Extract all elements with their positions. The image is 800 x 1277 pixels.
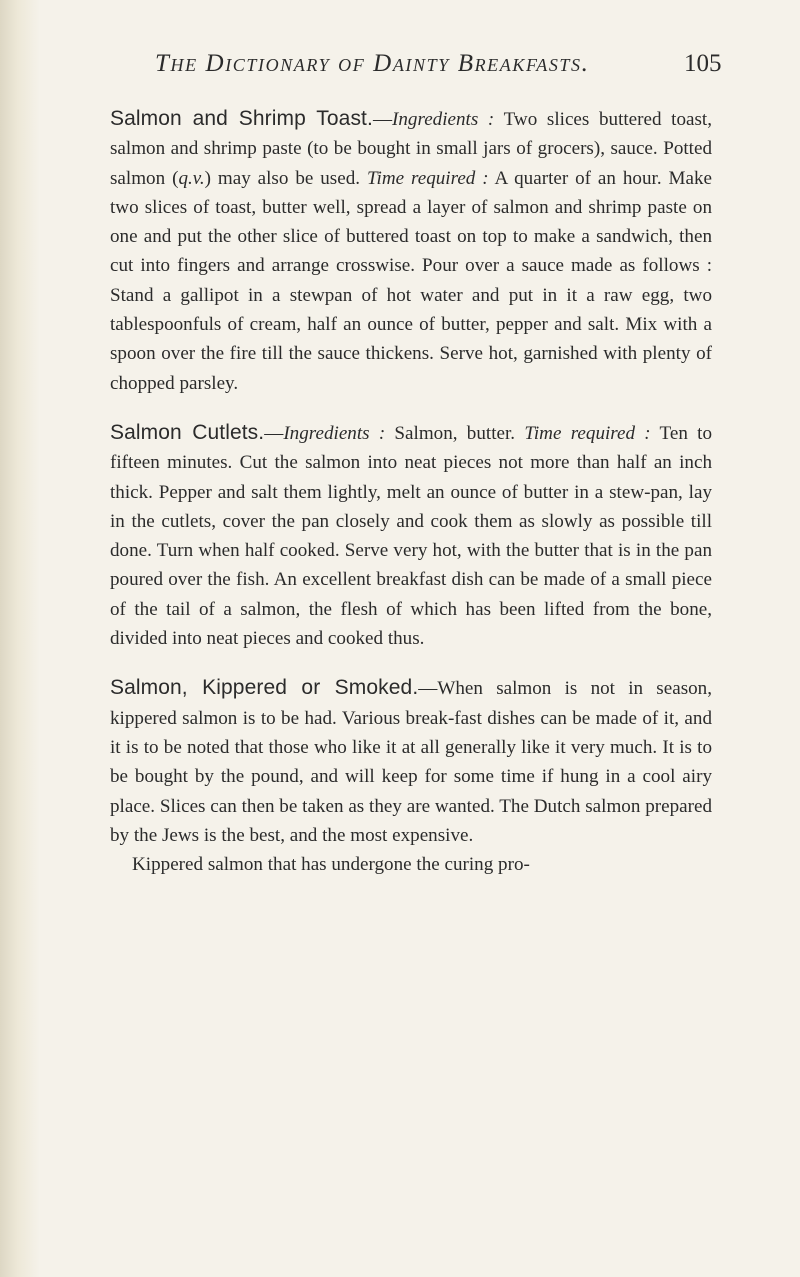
page-edge-shadow [0,0,40,1277]
entry-continuation [110,850,712,879]
ingredients-label: Ingredients : [283,422,386,444]
running-title: The Dictionary of Dainty Breakfasts. [155,50,590,77]
entry-body: When salmon is not in season, kippered salmon is to be had. Various break-fast dishes can be made of it, and it is to be noted that those who like it at all generally like it very much. It is to be bought by the pound, and will keep for some time if hung in a cool airy place. Slices can then be taken as they are wanted. The Dutch salmon prepared by the Jews is the best, and the most expensive. [110,678,712,846]
time-label: Time required : [366,167,489,189]
ingredients-text: Two slices buttered toast, salmon and shrimp paste (to be bought in small jars of grocers), sauce. Potted salmon ( [110,109,713,189]
ingredients-label: Ingredients : [392,109,495,130]
page-body [110,104,712,879]
entry-dash: — [418,678,438,700]
ingredients-text: Salmon, butter. [385,422,525,444]
entry-dash: — [372,109,393,130]
time-label: Time required : [524,422,651,444]
entry-body: A quarter of an hour. Make two slices of toast, butter well, spread a layer of salmon and shrimp paste on one and put the other slice of buttered toast on top to make a sandwich, then cut into fingers and arrange crosswise. Pour over a sauce made as follows : Stand a gallipot in a stewpan of hot water and put in it a raw egg, two tablespoonfuls of cream, half an ounce of butter, pepper and salt. Mix with a spoon over the fire till the sauce thickens. Serve hot, garnished with plenty of chopped parsley. [110,167,712,394]
entry-title: Salmon, Kippered or Smoked. [110,676,419,700]
entry-title: Salmon and Shrimp Toast. [110,107,373,130]
continuation-text: Kippered salmon that has undergone the curing pro- [132,854,530,876]
entry-dash: — [264,422,284,444]
page-number: 105 [684,50,722,77]
entry-title: Salmon Cutlets. [110,420,265,444]
after-qv-text: ) may also be used. [204,167,367,189]
entry-salmon-cutlets [110,418,712,653]
qv-reference: q.v. [178,167,205,189]
entry-body: Ten to fifteen minutes. Cut the salmon into neat pieces not more than half an inch thick. Pepper and salt them lightly, melt an ounce of butter in a stew-pan, lay in the cutlets, cover the pan closely and cook them as slowly as possible till done. Turn when half cooked. Serve very hot, with the butter that is in the pan poured over the fish. An excellent breakfast dish can be made of a small piece of the tail of a salmon, the flesh of which has been lifted from the bone, divided into neat pieces and cooked thus. [110,422,713,650]
page-header [0,50,800,90]
entry-salmon-kippered [110,673,712,850]
entry-salmon-shrimp-toast [110,104,712,398]
